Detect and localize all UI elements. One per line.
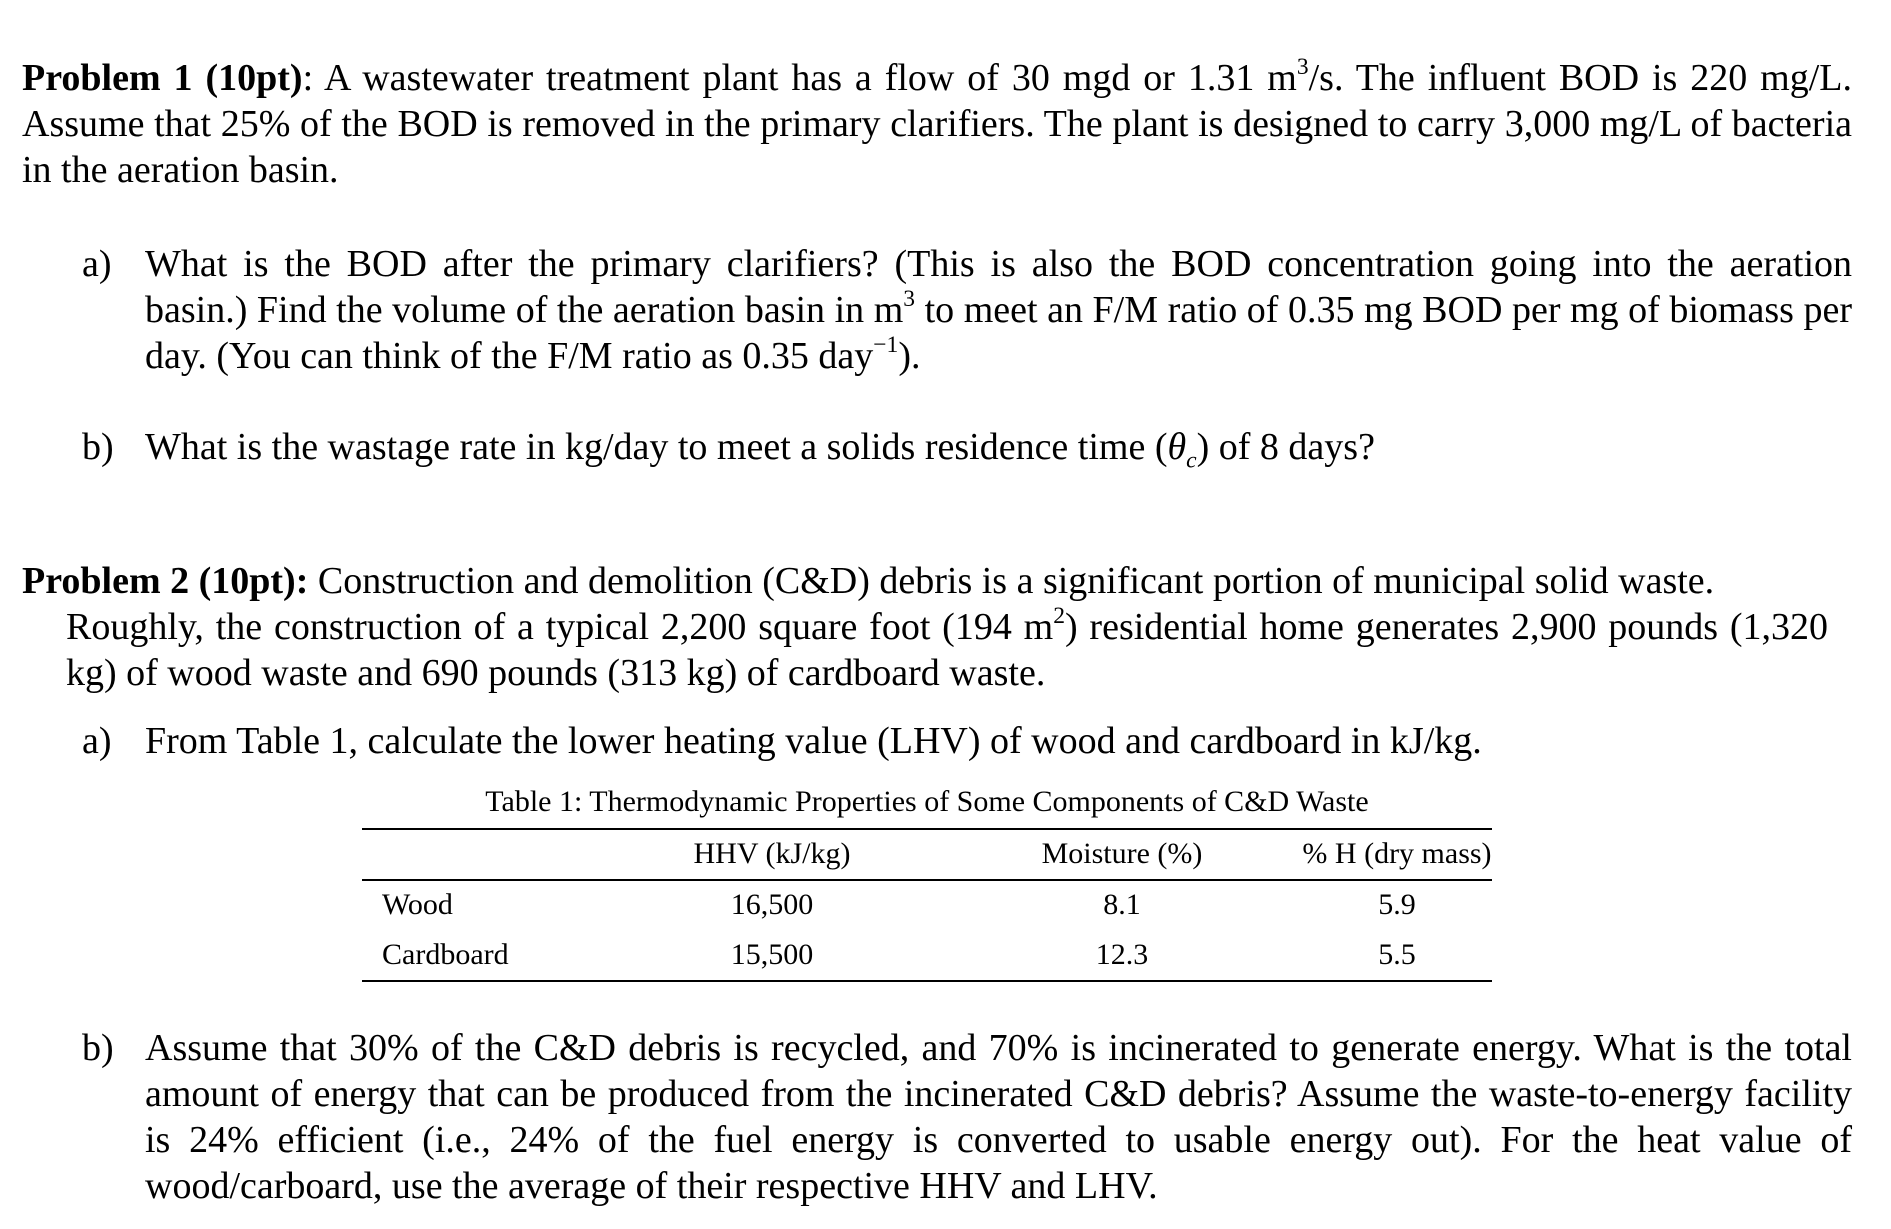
part-text bbox=[145, 241, 1852, 379]
part-label: a) bbox=[82, 720, 112, 762]
problem-1-heading: Problem 1 (10pt) bbox=[22, 57, 303, 99]
table-header-hhv: HHV (kJ/kg) bbox=[693, 837, 851, 870]
part-text: From Table 1, calculate the lower heating value (LHV) of wood and cardboard in kJ/kg. bbox=[145, 720, 1482, 762]
part-text: Assume that 30% of the C&D debris is recycled, and 70% is incinerated to generate energy. What is the total amount of energy that can be produced from the incinerated C&D debris? Assume the waste-to-energy facility is 24% efficient (i.e., 24% of the fuel energy is converted to usable energy out). For the heat value of wood/carboard, use the average of their respective HHV and LHV. bbox=[145, 1027, 1852, 1207]
table-cell-moisture: 8.1 bbox=[1103, 888, 1141, 921]
table-cell-moisture: 12.3 bbox=[1095, 938, 1149, 971]
table-row-name: Cardboard bbox=[382, 938, 509, 971]
part-b-text-2: ) of 8 days? bbox=[1196, 426, 1375, 468]
problem-2-line-1-text: Construction and demolition (C&D) debris is a significant portion of municipal solid waste. bbox=[308, 560, 1715, 602]
table-top-rule bbox=[362, 828, 1492, 830]
part-a-sup-1: 3 bbox=[903, 286, 916, 312]
part-label: b) bbox=[82, 426, 114, 468]
table-cell-hhv: 16,500 bbox=[730, 888, 814, 921]
part-text bbox=[145, 424, 1852, 474]
problem-1-intro-a: : A wastewater treatment plant has a flow of 30 mgd or 1.31 m bbox=[302, 57, 1297, 99]
table-cell-hhv: 15,500 bbox=[730, 938, 814, 971]
table-header-rule bbox=[362, 879, 1492, 881]
part-a-text-3: ). bbox=[898, 335, 921, 377]
table-cell-hydrogen: 5.9 bbox=[1378, 888, 1416, 921]
table-cell-hydrogen: 5.5 bbox=[1378, 938, 1416, 971]
table-header-moisture: Moisture (%) bbox=[1041, 837, 1203, 870]
problem-2-rest-a: Roughly, the construction of a typical 2,200 square foot (194 m bbox=[66, 606, 1054, 648]
problem-2-rest-b: ) residential home generates 2,900 pounds (1,320 kg) of wood waste and 690 pounds (313 kg) of cardboard waste. bbox=[66, 606, 1828, 694]
problem-1-intro-b: /s. The influent BOD is 220 mg/L. Assume that 25% of the BOD is removed in the primary clarifiers. The plant is designed to carry 3,000 mg/L of bacteria in the aeration basin. bbox=[22, 57, 1852, 191]
table-caption: Table 1: Thermodynamic Properties of Some Components of C&D Waste bbox=[485, 785, 1369, 818]
problem-2-heading: Problem 2 (10pt): bbox=[22, 560, 309, 602]
problem-1-statement bbox=[22, 55, 1852, 193]
part-b-text-1: What is the wastage rate in kg/day to meet a solids residence time ( bbox=[145, 426, 1168, 468]
problem-2-statement bbox=[22, 558, 1828, 696]
theta-subscript: c bbox=[1186, 447, 1197, 474]
part-a-sup-2: −1 bbox=[873, 332, 899, 358]
problem-2-line-1 bbox=[22, 558, 1828, 604]
table-bottom-rule bbox=[362, 980, 1492, 982]
part-label: b) bbox=[82, 1027, 114, 1069]
problem-2-rest-sup: 2 bbox=[1053, 603, 1065, 629]
problem-1-intro-sup: 3 bbox=[1296, 54, 1309, 80]
part-label: a) bbox=[82, 243, 112, 285]
part-a-text-2: to meet an F/M ratio of 0.35 mg BOD per mg of biomass per day. (You can think of the F/M ratio as 0.35 day bbox=[145, 289, 1852, 377]
part-a-text-1: What is the BOD after the primary clarifiers? (This is also the BOD concentration going into the aeration basin.) Find the volume of the aeration basin in m bbox=[145, 243, 1852, 331]
theta-symbol: θ bbox=[1167, 426, 1187, 468]
problem-2-rest bbox=[22, 604, 1828, 696]
table-row-name: Wood bbox=[382, 888, 453, 921]
table-header-hydrogen: % H (dry mass) bbox=[1302, 837, 1492, 870]
